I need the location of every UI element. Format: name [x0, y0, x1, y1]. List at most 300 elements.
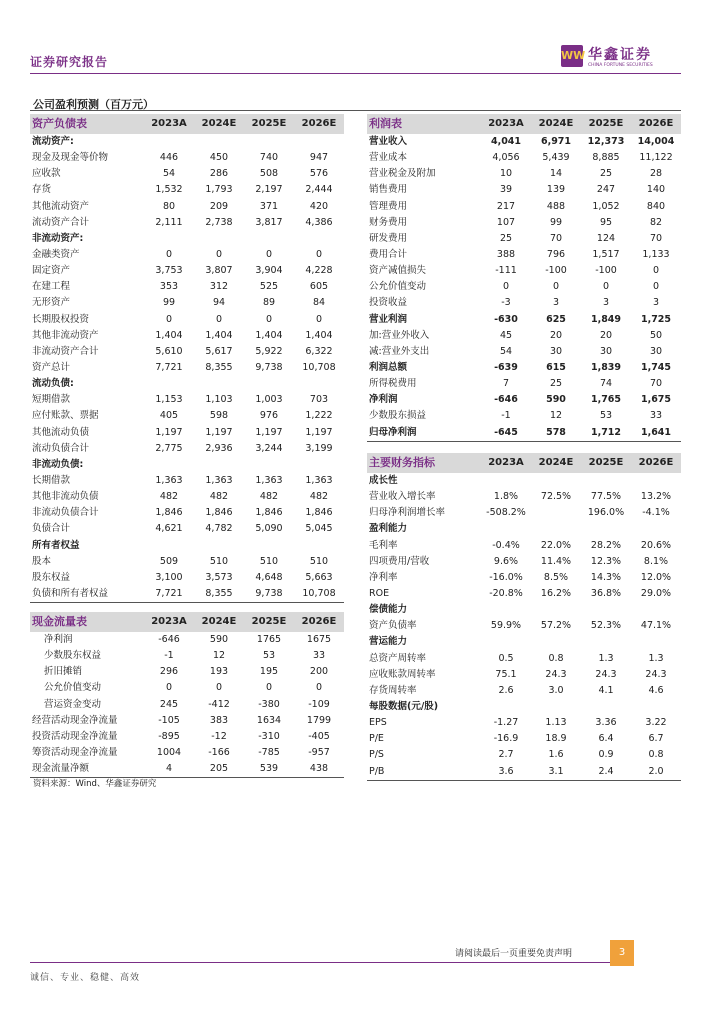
row-label: 长期借款 — [32, 475, 71, 487]
table-row — [367, 295, 681, 311]
disclaimer-link[interactable]: 请阅读最后一页重要免责声明 — [455, 949, 573, 959]
table-row — [30, 680, 344, 696]
cell-value: 1,517 — [592, 249, 620, 261]
table-row — [367, 489, 681, 505]
cell-value: -3 — [501, 297, 511, 309]
table-row — [30, 247, 344, 263]
cell-value: 371 — [259, 200, 279, 212]
cell-value: 70 — [549, 232, 563, 244]
cell-value: 8,355 — [205, 362, 233, 374]
table-row — [30, 360, 344, 376]
cell-value: -1 — [501, 410, 511, 422]
cell-value: 3.6 — [481, 764, 531, 781]
cell-value: 11.4% — [540, 555, 572, 567]
year-header: 2026E — [294, 114, 344, 134]
cell-value: 14 — [549, 168, 563, 180]
cell-value: 312 — [209, 281, 229, 293]
table-row — [30, 279, 344, 295]
table-row — [30, 408, 344, 424]
row-label: 管理费用 — [369, 200, 408, 212]
cell-value — [244, 538, 294, 554]
cell-value: 39 — [499, 184, 513, 196]
cell-value — [144, 457, 194, 473]
table-row — [30, 473, 344, 489]
cell-value: -639 — [494, 362, 518, 374]
cell-value: 193 — [209, 666, 229, 678]
row-label: 负债合计 — [32, 523, 71, 535]
cell-value: 446 — [159, 152, 179, 164]
table-row — [30, 312, 344, 328]
row-label: 财务费用 — [369, 216, 408, 228]
cell-value — [581, 521, 631, 537]
cell-value: 6,322 — [305, 345, 333, 357]
cell-value: 6.7 — [648, 733, 664, 745]
row-label: 短期借款 — [32, 394, 71, 406]
row-label: 股东权益 — [32, 571, 71, 583]
cell-value: 52.3% — [590, 620, 622, 632]
cell-value: 16.2% — [540, 588, 572, 600]
year-header: 2024E — [531, 114, 581, 134]
table-title: 主要财务指标 — [367, 453, 481, 473]
cell-value: 84 — [312, 297, 326, 309]
cell-value: 0 — [165, 249, 173, 261]
table-row — [367, 199, 681, 215]
cell-value: 45 — [499, 329, 513, 341]
row-label: 金融类资产 — [32, 249, 80, 261]
cell-value: -412 — [208, 698, 230, 710]
cell-value: 14.3% — [590, 571, 622, 583]
year-header: 2026E — [631, 453, 681, 473]
financial-ratios-table — [367, 453, 681, 781]
row-label: 营业收入 — [369, 136, 408, 148]
cell-value: 70 — [649, 378, 663, 390]
cell-value: 1,103 — [205, 394, 233, 406]
table-row — [30, 745, 344, 761]
cell-value: -895 — [158, 730, 180, 742]
cell-value — [631, 473, 681, 489]
table-row — [367, 328, 681, 344]
cell-value: 1,003 — [255, 394, 283, 406]
table-row — [367, 747, 681, 763]
cell-value: 94 — [212, 297, 226, 309]
cell-value: 18.9 — [545, 733, 567, 745]
cell-value: 6.4 — [598, 733, 614, 745]
cell-value: 625 — [546, 313, 566, 325]
table-row — [30, 215, 344, 231]
cell-value: 1.6 — [548, 749, 564, 761]
cell-value: 703 — [309, 394, 329, 406]
row-label: 净利率 — [369, 571, 398, 583]
cell-value — [144, 538, 194, 554]
cell-value — [481, 602, 531, 618]
table-row — [30, 697, 344, 713]
cell-value: 217 — [496, 200, 516, 212]
cell-value: 3.0 — [548, 684, 564, 696]
header-divider — [30, 73, 681, 74]
logo-mark-icon: WW — [561, 45, 583, 67]
table-row — [30, 344, 344, 360]
row-label: EPS — [369, 717, 387, 729]
row-label: 流动资产: — [32, 136, 74, 148]
cell-value: 976 — [259, 410, 279, 422]
row-label: 存货周转率 — [369, 684, 417, 696]
company-motto: 诚信、专业、稳健、高效 — [30, 973, 141, 983]
cell-value: -166 — [208, 747, 230, 759]
cell-value: -380 — [258, 698, 280, 710]
row-label: 毛利率 — [369, 539, 398, 551]
cell-value: -646 — [494, 394, 518, 406]
year-header: 2024E — [194, 612, 244, 632]
row-label: 应收账款周转率 — [369, 668, 436, 680]
cell-value: -957 — [308, 747, 330, 759]
cell-value: 8.5% — [543, 571, 569, 583]
cell-value: 2,444 — [305, 184, 333, 196]
table-row — [367, 425, 681, 442]
cell-value: 450 — [209, 152, 229, 164]
row-label: 销售费用 — [369, 184, 408, 196]
cell-value: -16.9 — [493, 733, 519, 745]
table-header-row — [367, 114, 681, 134]
year-header: 2023A — [481, 453, 531, 473]
cell-value: 20 — [549, 329, 563, 341]
cell-value: 0.8 — [648, 749, 664, 761]
cell-value: 70 — [649, 232, 663, 244]
row-label: 固定资产 — [32, 265, 71, 277]
row-label: 少数股东权益 — [44, 650, 102, 662]
cell-value: 7 — [502, 378, 510, 390]
cell-value: 1,725 — [640, 313, 672, 325]
cell-value: 615 — [546, 362, 566, 374]
cell-value — [194, 376, 244, 392]
row-label: 无形资产 — [32, 297, 71, 309]
table-row — [30, 554, 344, 570]
cell-value: 0 — [265, 313, 273, 325]
table-row — [367, 215, 681, 231]
cell-value: 576 — [309, 168, 329, 180]
cell-value: 30 — [549, 345, 563, 357]
row-label: 投资活动现金净流量 — [32, 730, 118, 742]
cell-value: 20 — [599, 329, 613, 341]
cell-value: 54 — [162, 168, 176, 180]
cell-value: 80 — [162, 200, 176, 212]
cell-value — [294, 231, 344, 247]
cell-value: 1,712 — [581, 425, 631, 442]
cell-value — [631, 699, 681, 715]
cell-value: 1,363 — [255, 475, 283, 487]
table-row — [30, 441, 344, 457]
row-label: 负债和所有者权益 — [30, 586, 144, 603]
table-row — [367, 231, 681, 247]
cell-value: 11,122 — [639, 152, 673, 164]
cell-value: 53 — [262, 650, 276, 662]
cell-value: 12.3% — [590, 555, 622, 567]
row-label: 应付账款、票据 — [32, 410, 99, 422]
row-label: 营业成本 — [369, 152, 408, 164]
table-row — [367, 166, 681, 182]
cell-value: 1,363 — [205, 475, 233, 487]
row-label: 盈利能力 — [369, 523, 408, 535]
row-label: 其他非流动负债 — [32, 491, 99, 503]
year-header: 2024E — [194, 114, 244, 134]
cell-value: 3,244 — [255, 442, 283, 454]
cell-value: 3.1 — [531, 764, 581, 781]
row-label: P/E — [369, 733, 384, 745]
cell-value: 0 — [315, 313, 323, 325]
cell-value: 139 — [546, 184, 566, 196]
table-row — [367, 150, 681, 166]
cell-value: 510 — [209, 555, 229, 567]
cell-value: 4,621 — [155, 523, 183, 535]
cell-value: 22.0% — [540, 539, 572, 551]
cell-value: 0 — [315, 682, 323, 694]
row-label: 净利润 — [369, 394, 398, 406]
cell-value: 296 — [159, 666, 179, 678]
cell-value: 482 — [259, 491, 279, 503]
cell-value: 482 — [209, 491, 229, 503]
row-label: 费用合计 — [369, 249, 408, 261]
cell-value: 1634 — [256, 714, 282, 726]
cell-value: 12 — [212, 650, 226, 662]
section-title: 公司盈利预测（百万元） — [33, 98, 154, 111]
table-row — [30, 134, 344, 150]
cell-value: 598 — [209, 410, 229, 422]
cell-value — [294, 538, 344, 554]
cell-value: 9,738 — [255, 362, 283, 374]
table-row — [30, 648, 344, 664]
table-row — [30, 538, 344, 554]
cell-value: 24.3 — [645, 668, 667, 680]
section-divider — [30, 110, 681, 111]
cell-value: -105 — [158, 714, 180, 726]
table-title: 资产负债表 — [30, 114, 144, 134]
cell-value: 10 — [499, 168, 513, 180]
cell-value: -646 — [158, 634, 180, 646]
cell-value: 5,617 — [205, 345, 233, 357]
balance-sheet-table — [30, 114, 344, 603]
cell-value: 740 — [259, 152, 279, 164]
cell-value — [531, 473, 581, 489]
cell-value: 20.6% — [640, 539, 672, 551]
cell-value — [631, 602, 681, 618]
table-row — [30, 729, 344, 745]
year-header: 2023A — [481, 114, 531, 134]
cell-value: 107 — [496, 216, 516, 228]
cell-value: 2,936 — [205, 442, 233, 454]
table-row — [367, 263, 681, 279]
cell-value: -630 — [494, 313, 518, 325]
cell-value: 0 — [165, 313, 173, 325]
income-statement-table — [367, 114, 681, 442]
table-row — [367, 554, 681, 570]
cell-value: 508 — [259, 168, 279, 180]
cell-value — [531, 521, 581, 537]
row-label: 现金及现金等价物 — [32, 152, 109, 164]
row-label: 所得税费用 — [369, 378, 417, 390]
cell-value: 200 — [309, 666, 329, 678]
cell-value: -16.0% — [489, 571, 523, 583]
row-label: 长期股权投资 — [32, 313, 90, 325]
row-label: 研发费用 — [369, 232, 408, 244]
cell-value — [194, 457, 244, 473]
cell-value: 3,904 — [255, 265, 283, 277]
cell-value — [194, 231, 244, 247]
cell-value: 10,708 — [302, 362, 336, 374]
cell-value: 5,610 — [155, 345, 183, 357]
cell-value — [144, 134, 194, 150]
cell-value: 72.5% — [540, 491, 572, 503]
cell-value: 247 — [596, 184, 616, 196]
cell-value — [244, 457, 294, 473]
cell-value — [294, 134, 344, 150]
cell-value: 0 — [215, 313, 223, 325]
cell-value: 1,197 — [305, 426, 333, 438]
cell-value: 8,885 — [592, 152, 620, 164]
cell-value: 2,111 — [155, 216, 183, 228]
row-label: 归母净利润增长率 — [369, 507, 446, 519]
cell-value: 28.2% — [590, 539, 622, 551]
cell-value: 8.1% — [643, 555, 669, 567]
year-header: 2026E — [631, 114, 681, 134]
cell-value: 24.3 — [595, 668, 617, 680]
cell-value: 0 — [315, 249, 323, 261]
cell-value: -20.8% — [489, 588, 523, 600]
cell-value: 1004 — [156, 747, 182, 759]
row-label: 流动负债: — [32, 378, 74, 390]
year-header: 2025E — [244, 114, 294, 134]
cell-value: 1,404 — [205, 329, 233, 341]
row-label: 其他流动负债 — [32, 426, 90, 438]
cell-value: 12 — [549, 410, 563, 422]
cell-value: 0 — [652, 281, 660, 293]
cell-value: 4,228 — [305, 265, 333, 277]
table-row — [367, 586, 681, 602]
cell-value: 3.36 — [595, 717, 617, 729]
row-label: 流动负债合计 — [32, 442, 90, 454]
cell-value — [244, 134, 294, 150]
cell-value: 82 — [649, 216, 663, 228]
cell-value — [481, 634, 531, 650]
cell-value — [631, 521, 681, 537]
cell-value: 28 — [649, 168, 663, 180]
cell-value: 209 — [209, 200, 229, 212]
row-label: P/S — [369, 749, 384, 761]
cell-value: 525 — [259, 281, 279, 293]
cell-value: 0 — [552, 281, 560, 293]
cell-value: 4 — [144, 761, 194, 778]
cell-value: 1,197 — [255, 426, 283, 438]
cell-value: 1675 — [306, 634, 332, 646]
cell-value: 53 — [599, 410, 613, 422]
cell-value: -111 — [495, 265, 517, 277]
cell-value: 3 — [552, 297, 560, 309]
cell-value: 140 — [646, 184, 666, 196]
cell-value: 1,641 — [631, 425, 681, 442]
table-header-row — [367, 453, 681, 473]
cell-value: 3,807 — [205, 265, 233, 277]
table-row — [30, 263, 344, 279]
cell-value: 74 — [599, 378, 613, 390]
company-logo — [561, 43, 677, 73]
row-label: 资产总计 — [32, 362, 71, 374]
table-title: 利润表 — [367, 114, 481, 134]
cell-value: 0 — [215, 682, 223, 694]
cell-value: 2.4 — [581, 764, 631, 781]
cell-value — [194, 538, 244, 554]
table-row — [367, 360, 681, 376]
cell-value: 388 — [496, 249, 516, 261]
row-label: 营业利润 — [369, 313, 408, 325]
cell-value: 245 — [159, 698, 179, 710]
table-row — [367, 473, 681, 489]
cell-value: 405 — [159, 410, 179, 422]
table-row — [30, 505, 344, 521]
cell-value: 59.9% — [490, 620, 522, 632]
cell-value: -109 — [308, 698, 330, 710]
cell-value: 1,404 — [255, 329, 283, 341]
cell-value: 0 — [165, 682, 173, 694]
cell-value: 12,373 — [587, 136, 625, 148]
cell-value: 1,363 — [155, 475, 183, 487]
table-row — [30, 392, 344, 408]
cell-value — [481, 521, 531, 537]
row-label: 营运能力 — [369, 636, 408, 648]
cell-value: 1,846 — [155, 507, 183, 519]
cell-value: 5,090 — [255, 523, 283, 535]
table-row — [367, 667, 681, 683]
cell-value — [481, 699, 531, 715]
cell-value — [531, 634, 581, 650]
row-label: ROE — [369, 588, 390, 600]
cell-value: 1,839 — [590, 362, 622, 374]
cell-value: 205 — [194, 761, 244, 778]
table-row — [30, 664, 344, 680]
cash-flow-table — [30, 612, 344, 778]
year-header: 2026E — [294, 612, 344, 632]
cell-value — [581, 473, 631, 489]
cell-value: 1,052 — [592, 200, 620, 212]
row-label: 加:营业外收入 — [369, 329, 430, 341]
row-label: 股本 — [32, 555, 52, 567]
cell-value: 510 — [309, 555, 329, 567]
cell-value: 5,045 — [305, 523, 333, 535]
cell-value: 33 — [649, 410, 663, 422]
year-header: 2024E — [531, 453, 581, 473]
cell-value: 488 — [546, 200, 566, 212]
cell-value: 1765 — [256, 634, 282, 646]
table-row — [367, 312, 681, 328]
cell-value: 8,355 — [194, 586, 244, 603]
cell-value: 25 — [499, 232, 513, 244]
cell-value: 124 — [596, 232, 616, 244]
cell-value: 1.13 — [545, 717, 567, 729]
cell-value: -12 — [211, 730, 227, 742]
cell-value: 77.5% — [590, 491, 622, 503]
cell-value — [244, 231, 294, 247]
cell-value: 1.3 — [598, 652, 614, 664]
table-row — [367, 570, 681, 586]
cell-value: 510 — [259, 555, 279, 567]
cell-value: 57.2% — [540, 620, 572, 632]
year-header: 2025E — [581, 114, 631, 134]
cell-value: 420 — [309, 200, 329, 212]
table-row — [367, 731, 681, 747]
cell-value: 1,404 — [155, 329, 183, 341]
cell-value: 25 — [599, 168, 613, 180]
row-label: 营运资金变动 — [44, 698, 102, 710]
row-label: 成长性 — [369, 475, 398, 487]
table-row — [367, 182, 681, 198]
cell-value: 482 — [159, 491, 179, 503]
